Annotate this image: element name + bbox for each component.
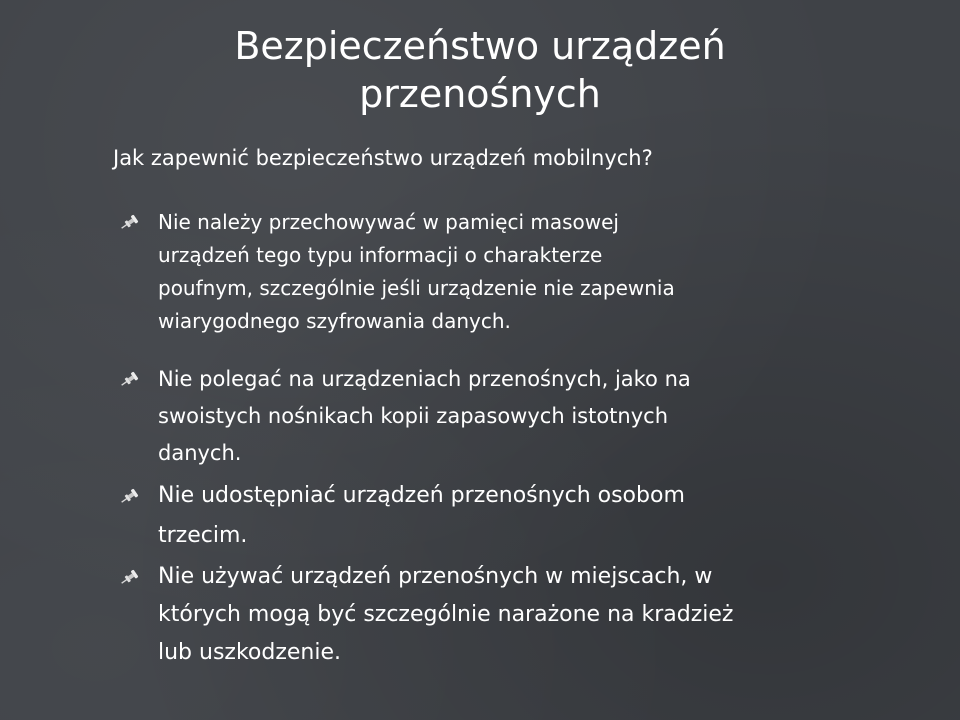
bullet-item-4 bbox=[158, 558, 868, 672]
bullet-item-2 bbox=[158, 361, 868, 472]
pushpin-icon bbox=[118, 569, 140, 587]
bullet-1-line-4: wiarygodnego szyfrowania danych. bbox=[158, 309, 511, 333]
pushpin-icon bbox=[118, 488, 140, 506]
bullet-1-line-3: poufnym, szczególnie jeśli urządzenie nie zapewnia bbox=[158, 276, 675, 300]
bullet-2-line-2: swoistych nośnikach kopii zapasowych istotnych bbox=[158, 404, 668, 428]
slide-title-line-2: przenośnych bbox=[359, 72, 601, 116]
bullet-4-line-1: Nie używać urządzeń przenośnych w miejscach, w bbox=[158, 564, 713, 589]
bullet-1-line-2: urządzeń tego typu informacji o charakterze bbox=[158, 243, 603, 267]
bullet-3-line-2: trzecim. bbox=[158, 523, 248, 548]
slide-subtitle: Jak zapewnić bezpieczeństwo urządzeń mobilnych? bbox=[113, 146, 653, 170]
bullet-2-line-3: danych. bbox=[158, 441, 242, 465]
bullet-4-line-3: lub uszkodzenie. bbox=[158, 640, 342, 665]
pushpin-icon bbox=[118, 371, 140, 389]
bullet-3-line-1: Nie udostępniać urządzeń przenośnych osobom bbox=[158, 483, 685, 508]
bullet-1-line-1: Nie należy przechowywać w pamięci masowej bbox=[158, 210, 619, 234]
slide-title bbox=[120, 22, 840, 118]
bullet-item-3 bbox=[158, 476, 868, 556]
bullet-item-1 bbox=[158, 206, 868, 338]
slide-title-line-1: Bezpieczeństwo urządzeń bbox=[234, 24, 726, 68]
bullet-4-line-2: których mogą być szczególnie narażone na kradzież bbox=[158, 602, 734, 627]
bullet-2-line-1: Nie polegać na urządzeniach przenośnych, jako na bbox=[158, 367, 691, 391]
pushpin-icon bbox=[118, 214, 140, 232]
